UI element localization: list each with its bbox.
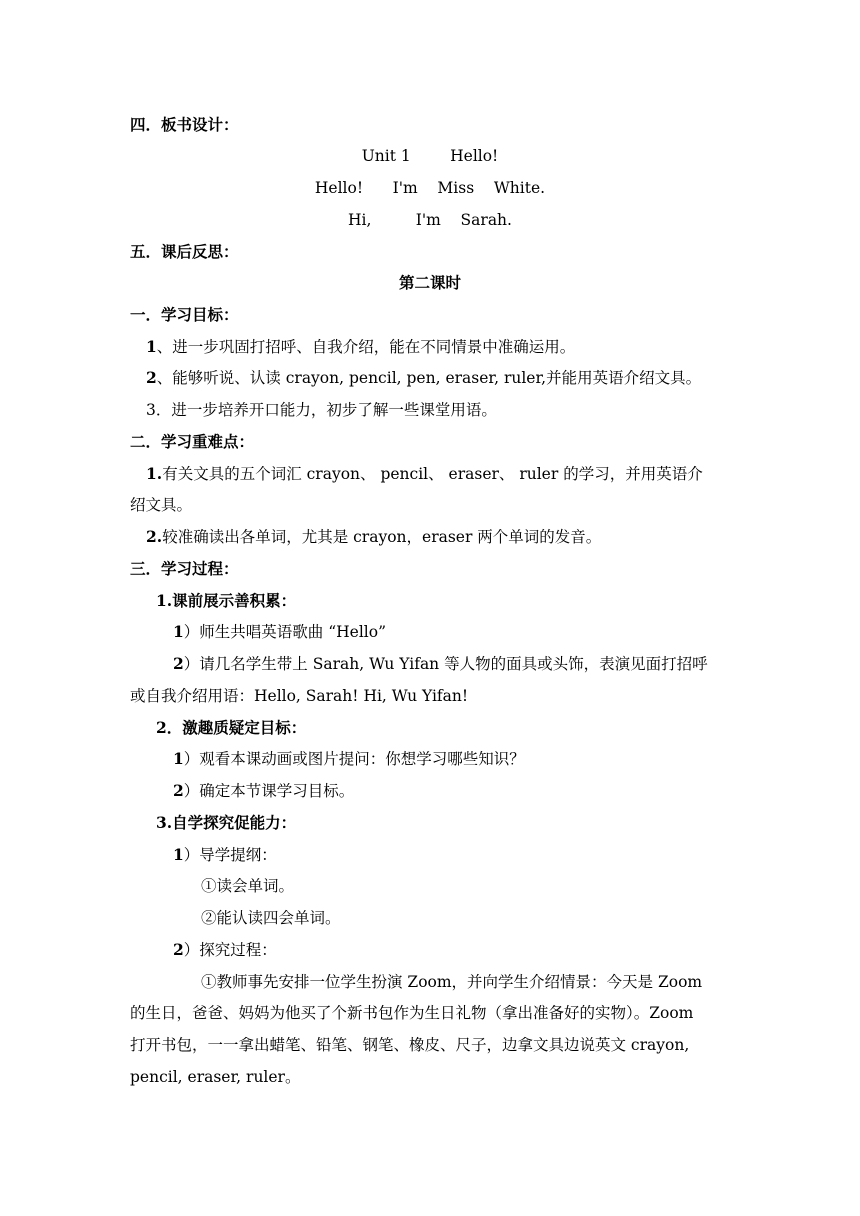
- step1-item-2: [173, 654, 730, 674]
- step3-item-2-number: 2: [173, 940, 184, 959]
- board-line-1: Unit 1 Hello!: [361, 147, 499, 165]
- step3-item-2: [173, 940, 730, 960]
- step1-item-1-number: 1: [173, 622, 184, 641]
- objective-item-1-number: 1: [146, 337, 157, 356]
- objective-item-2-number: 2: [146, 368, 157, 387]
- section5-heading: 五．课后反思：: [130, 242, 239, 261]
- step3-paragraph-line-3: 打开书包，一一拿出蜡笔、铅笔、钢笔、橡皮、尺子，边拿文具边说英文 crayon,: [130, 1036, 690, 1054]
- step2-item-1-number: 1: [173, 749, 184, 768]
- step3-item-1: [173, 845, 730, 865]
- step1-item-2-number: 2: [173, 654, 184, 673]
- step3-paragraph-line-2: 的生日，爸爸、妈妈为他买了个新书包作为生日礼物（拿出准备好的实物）。Zoom: [130, 1004, 694, 1022]
- objective-item-1-text: 、进一步巩固打招呼、自我介绍，能在不同情景中准确运用。: [156, 338, 576, 356]
- step2-item-2: [173, 781, 730, 801]
- board-line-3: Hi, I'm Sarah.: [348, 211, 512, 229]
- step3-sub-item-2: ②能认读四会单词。: [201, 909, 341, 927]
- objective-item-2-text: 、能够听说、认读 crayon, pencil, pen, eraser, ruler,并能用英语介绍文具。: [156, 369, 702, 387]
- keypoint-item-2-number: 2.: [146, 527, 163, 546]
- process-heading: 三．学习过程：: [130, 559, 239, 578]
- step1-item-2-continued: 或自我介绍用语：Hello, Sarah! Hi, Wu Yifan!: [130, 687, 469, 705]
- keypoint-item-1-continued: 绍文具。: [130, 496, 193, 514]
- step1-item-1-text: ）师生共唱英语歌曲 “Hello”: [183, 623, 387, 641]
- step2-item-1: [173, 749, 730, 769]
- step2-heading: 2．激趣质疑定目标：: [156, 718, 307, 737]
- step2-item-2-text: ）确定本节课学习目标。: [183, 782, 355, 800]
- keypoint-item-1-number: 1.: [146, 464, 163, 483]
- step1-heading: 1.课前展示善积累：: [156, 591, 297, 610]
- keypoint-item-1: [146, 464, 730, 484]
- step1-item-2-text: ）请几名学生带上 Sarah, Wu Yifan 等人物的面具或头饰，表演见面打招呼: [183, 655, 708, 673]
- objective-item-3: 3．进一步培养开口能力，初步了解一些课堂用语。: [146, 401, 497, 419]
- lesson2-title: 第二课时: [398, 273, 461, 292]
- step2-item-1-text: ）观看本课动画或图片提问：你想学习哪些知识？: [183, 750, 525, 768]
- step1-item-1: [173, 622, 730, 642]
- step3-heading: 3.自学探究促能力：: [156, 813, 297, 832]
- keypoint-item-1-text: 有关文具的五个词汇 crayon、 pencil、 eraser、 ruler 的学习，并用英语介: [162, 465, 703, 483]
- board-line-2: Hello! I'm Miss White.: [314, 179, 546, 197]
- step3-paragraph-line-4: pencil, eraser, ruler。: [130, 1068, 301, 1086]
- objective-item-1: [146, 337, 730, 357]
- objective-item-2: [146, 368, 730, 388]
- keypoint-item-2-text: 较准确读出各单词，尤其是 crayon，eraser 两个单词的发音。: [162, 528, 602, 546]
- step3-sub-item-1: ①读会单词。: [201, 877, 295, 895]
- step3-item-1-number: 1: [173, 845, 184, 864]
- step3-item-2-text: ）探究过程：: [183, 941, 277, 959]
- step3-paragraph-line-1: ①教师事先安排一位学生扮演 Zoom，并向学生介绍情景：今天是 Zoom: [201, 973, 703, 991]
- objectives-heading: 一．学习目标：: [130, 305, 239, 324]
- keypoint-item-2: [146, 527, 730, 547]
- step3-item-1-text: ）导学提纲：: [183, 846, 277, 864]
- keypoints-heading: 二．学习重难点：: [130, 432, 255, 451]
- step2-item-2-number: 2: [173, 781, 184, 800]
- section4-heading: 四．板书设计：: [130, 115, 239, 134]
